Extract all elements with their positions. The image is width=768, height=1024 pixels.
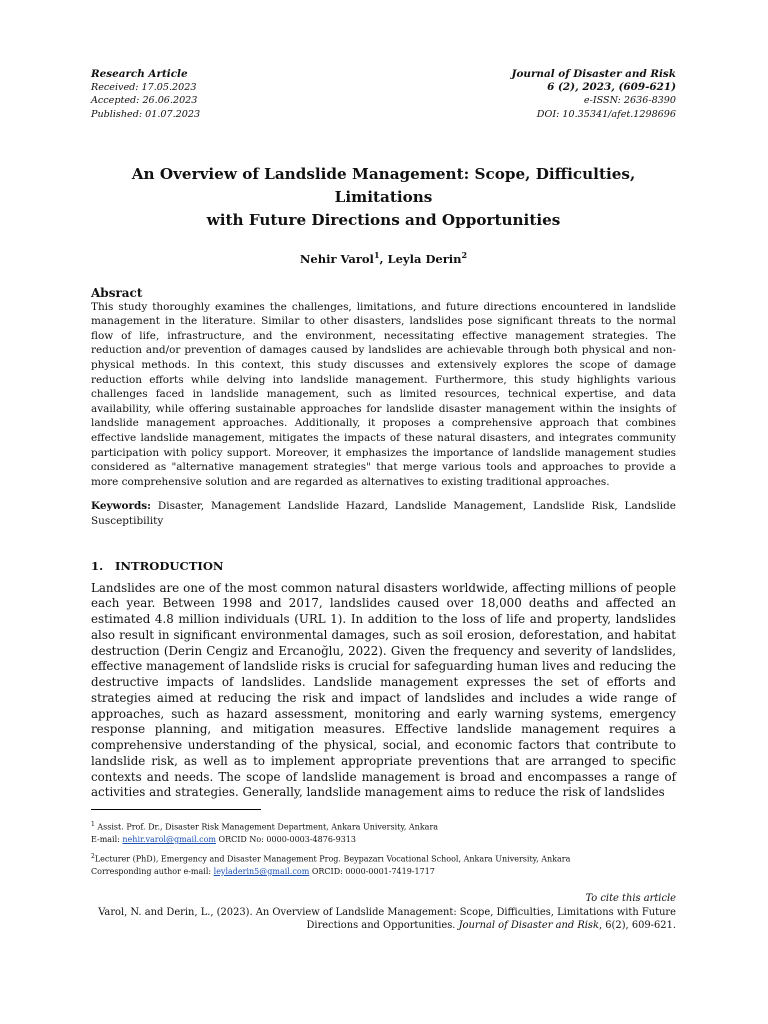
accepted-date: Accepted: 26.06.2023 bbox=[91, 95, 198, 107]
footnote-2-mark: 2 bbox=[91, 853, 95, 861]
keywords-text: Disaster, Management Landslide Hazard, Landslide Management, Landslide Risk, Landslide Susceptibility bbox=[91, 500, 676, 527]
author-list bbox=[91, 250, 676, 266]
orcid-author-2: ORCID: 0000-0001-7419-1717 bbox=[309, 866, 435, 876]
citation-line-1: Varol, N. and Derin, L., (2023). An Overview of Landslide Management: Scope, Difficulties, Limitations with Future bbox=[98, 906, 676, 918]
journal-meta bbox=[512, 68, 676, 121]
footnote-2-contact: Corresponding author e-mail: leyladerin5@gmail.com ORCID: 0000-0001-7419-1717 bbox=[91, 866, 435, 876]
introduction-paragraph: Landslides are one of the most common natural disasters worldwide, affecting millions of people each year. Between 1998 and 2017, landslides caused over 18,000 deaths and affected an estimated 4.8 million individuals (URL 1). In addition to the loss of life and property, landslides also result in significant environmental damages, such as soil erosion, deforestation, and habitat destruction (Derin Cengiz and Ercanoğlu, 2022). Given the frequency and severity of landslides, effective management of landslide risks is crucial for safeguarding human lives and reducing the destructive impacts of landslides. Landslide management expresses the set of efforts and strategies aimed at reducing the risk and impact of landslides and includes a wide range of approaches, such as hazard assessment, monitoring and early warning systems, emergency response planning, and mitigation measures. Effective landslide management requires a comprehensive understanding of the physical, social, and economic factors that contribute to landslide risk, as well as to implement appropriate preventions that are arranged to specific contexts and needs. The scope of landslide management is broad and encompasses a range of activities and strategies. Generally, landslide management aims to reduce the risk of landslides bbox=[91, 580, 676, 800]
abstract-heading: Absract bbox=[91, 285, 143, 300]
citation-block bbox=[91, 892, 676, 932]
footnote-1-mark: 1 bbox=[91, 821, 95, 829]
journal-issn: e-ISSN: 2636-8390 bbox=[583, 95, 676, 107]
paper-page bbox=[91, 68, 676, 932]
footnote-1 bbox=[91, 819, 676, 846]
journal-doi: DOI: 10.35341/afet.1298696 bbox=[536, 108, 676, 120]
citation-journal: Journal of Disaster and Risk bbox=[458, 919, 599, 931]
footnote-1-affiliation: $^1$ Assist. Prof. Dr., Disaster Risk Management Department, Ankara University, Ankara bbox=[91, 821, 439, 832]
author-2-mark: 2 bbox=[461, 249, 468, 260]
email-link-author-2[interactable]: leyladerin5@gmail.com bbox=[213, 866, 310, 876]
author-1: Nehir Varol bbox=[299, 251, 374, 266]
journal-name: Journal of Disaster and Risk bbox=[511, 68, 676, 80]
email-link-author-1[interactable]: nehir.varol@gmail.com bbox=[122, 834, 216, 844]
title-line-1: An Overview of Landslide Management: Scope, Difficulties, Limitations bbox=[131, 164, 636, 206]
title-line-2: with Future Directions and Opportunities bbox=[206, 210, 561, 229]
section-number: 1. bbox=[91, 558, 104, 573]
article-type: Research Article bbox=[91, 68, 188, 80]
published-date: Published: 01.07.2023 bbox=[91, 108, 201, 120]
article-header bbox=[91, 68, 676, 121]
footnote-2 bbox=[91, 851, 676, 878]
author-1-mark: 1 bbox=[373, 249, 380, 260]
footnote-2-affiliation: $^2$Lecturer (PhD), Emergency and Disaster Management Prog. Beypazarı Vocational School, Ankara University, Ankara bbox=[91, 853, 571, 864]
citation-line-2: Directions and Opportunities. Journal of Disaster and Risk, 6(2), 609-621. bbox=[306, 919, 676, 931]
paper-title bbox=[91, 163, 676, 232]
footnote-divider bbox=[91, 809, 261, 810]
section-title: INTRODUCTION bbox=[115, 558, 224, 573]
author-separator: , bbox=[379, 251, 388, 266]
section-heading-introduction bbox=[91, 559, 676, 573]
footnote-1-contact: E-mail: nehir.varol@gmail.com ORCID No: 0000-0003-4876-9313 bbox=[91, 834, 356, 844]
citation-caption: To cite this article bbox=[585, 893, 676, 905]
received-date: Received: 17.05.2023 bbox=[91, 82, 197, 94]
author-2: Leyla Derin bbox=[387, 251, 462, 266]
article-meta bbox=[91, 68, 200, 121]
keywords-label: Keywords: bbox=[91, 500, 152, 513]
orcid-author-1: ORCID No: 0000-0003-4876-9313 bbox=[216, 834, 356, 844]
journal-volume: 6 (2), 2023, (609-621) bbox=[547, 81, 676, 94]
keywords bbox=[91, 499, 676, 528]
abstract-text: This study thoroughly examines the challenges, limitations, and future directions encountered in landslide management in the literature. Similar to other disasters, landslides pose significant threats to the normal flow of life, infrastructure, and the environment, necessitating effective management strategies. The reduction and/or prevention of damages caused by landslides are achievable through both physical and non-physical methods. In this context, this study discusses and extensively explores the scope of damage reduction efforts while delving into landslide management. Furthermore, this study highlights various challenges faced in landslide management, such as limited resources, technical expertise, and data availability, while offering sustainable approaches for landslide disaster management within the insights of landslide management approaches. Additionally, it proposes a comprehensive approach that combines effective landslide management, mitigates the impacts of these natural disasters, and integrates community participation with policy support. Moreover, it emphasizes the importance of landslide management studies considered as "alternative management strategies" that merge various tools and approaches to provide a more comprehensive solution and are regarded as alternatives to existing traditional approaches. bbox=[91, 300, 676, 488]
